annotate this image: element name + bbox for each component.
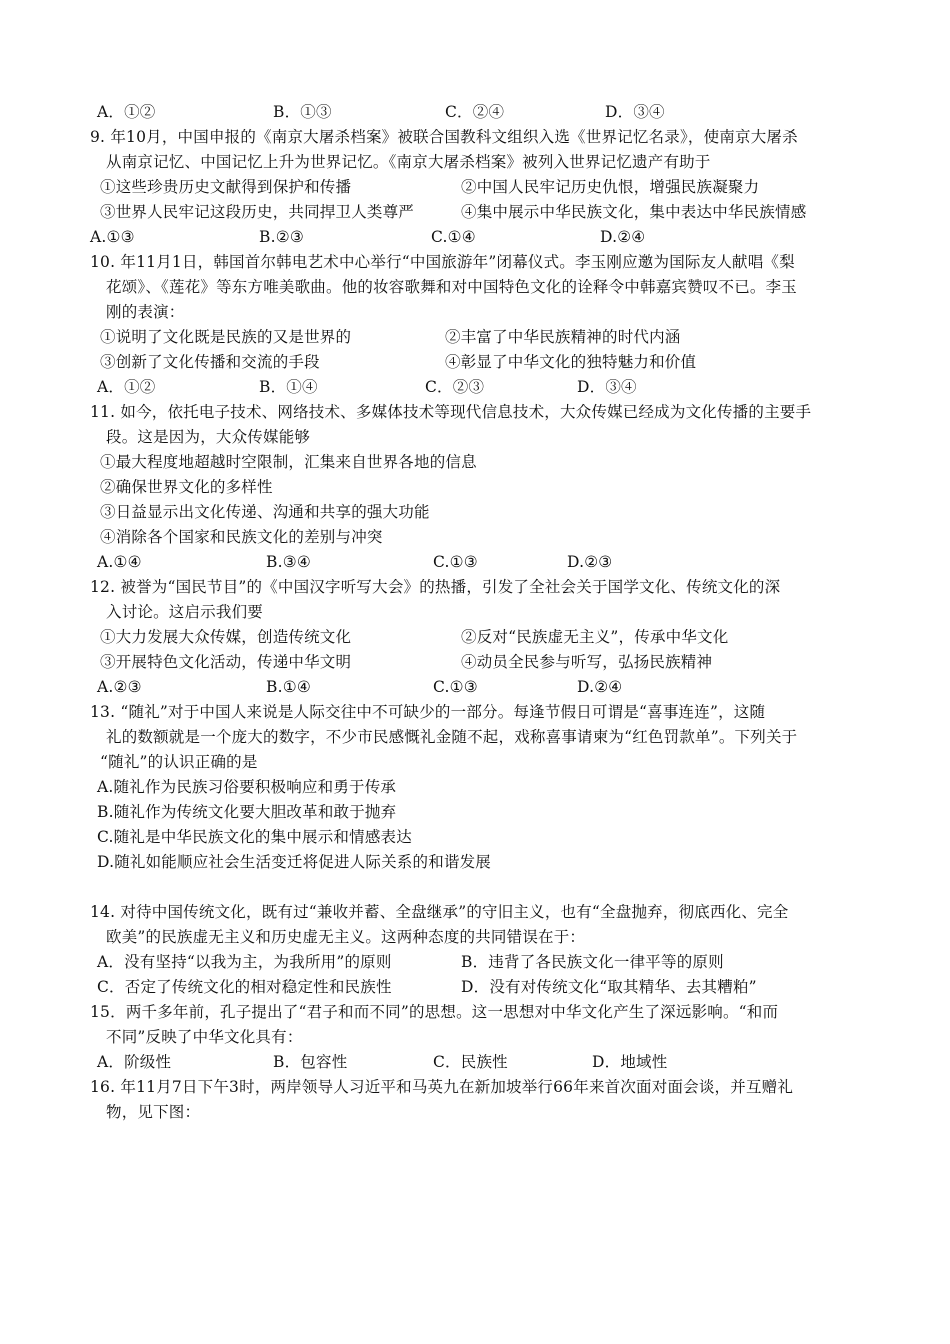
q10-item-2: ②丰富了中华民族精神的时代内涵 (445, 328, 681, 346)
q13-option-c: C.随礼是中华民族文化的集中展示和情感表达 (97, 828, 412, 846)
q9-item-3: ③世界人民牢记这段历史，共同捍卫人类尊严 (100, 203, 415, 221)
q10-item-4: ④彰显了中华文化的独特魅力和价值 (445, 353, 697, 371)
q12-option-d: D.②④ (577, 678, 623, 696)
q13-stem-line-2: 礼的数额就是一个庞大的数字，不少市民感慨礼金随不起，戏称喜事请柬为“红色罚款单”。下列关于 (106, 728, 798, 746)
q14-option-a: A．没有坚持“以我为主，为我所用”的原则 (97, 953, 392, 971)
q10-stem-line-2: 花颂》、《莲花》等东方唯美歌曲。他的妆容歌舞和对中国特色文化的诠释令中韩嘉宾赞叹不已。李玉 (106, 278, 798, 296)
q9-stem-line-2: 从南京记忆、中国记忆上升为世界记忆。《南京大屠杀档案》被列入世界记忆遗产有助于 (106, 153, 711, 171)
q9-item-4: ④集中展示中华民族文化，集中表达中华民族情感 (461, 203, 807, 221)
q10-option-c: C．②③ (425, 378, 485, 396)
q10-stem-line-3: 刚的表演： (106, 303, 185, 321)
q12-stem-line-2: 入讨论。这启示我们要 (106, 603, 264, 621)
q12-item-3: ③开展特色文化活动，传递中华文明 (100, 653, 352, 671)
q13-stem-line-1: 13. “随礼”对于中国人来说是人际交往中不可缺少的一部分。每逢节假日可谓是“喜事连连”，这随 (90, 703, 766, 721)
q11-option-c: C.①③ (433, 553, 478, 571)
q9-option-c: C.①④ (431, 228, 476, 246)
q8-option-b: B．①③ (273, 103, 332, 121)
q10-option-b: B．①④ (259, 378, 318, 396)
q15-option-d: D．地域性 (592, 1053, 668, 1071)
q11-item-4: ④消除各个国家和民族文化的差别与冲突 (100, 528, 383, 546)
q9-item-2: ②中国人民牢记历史仇恨，增强民族凝聚力 (461, 178, 760, 196)
q8-option-d: D．③④ (605, 103, 665, 121)
q9-stem-line-1: 9. 年10月，中国申报的《南京大屠杀档案》被联合国教科文组织入选《世界记忆名录》，使南京大屠杀 (90, 128, 798, 146)
q9-option-d: D.②④ (600, 228, 646, 246)
q11-stem-line-2: 段。这是因为，大众传媒能够 (106, 428, 311, 446)
q12-option-c: C.①③ (433, 678, 478, 696)
q16-stem-line-1: 16. 年11月7日下午3时，两岸领导人习近平和马英九在新加坡举行66年来首次面对面会谈，并互赠礼 (90, 1078, 794, 1096)
q10-stem-line-1: 10. 年11月1日，韩国首尔韩电艺术中心举行“中国旅游年”闭幕仪式。李玉刚应邀为国际友人献唱《梨 (90, 253, 795, 271)
q9-option-a: A.①③ (90, 228, 135, 246)
q15-stem-line-1: 15．两千多年前，孔子提出了“君子和而不同”的思想。这一思想对中华文化产生了深远影响。“和而 (90, 1003, 779, 1021)
q14-option-b: B．违背了各民族文化一律平等的原则 (461, 953, 724, 971)
q15-option-b: B．包容性 (273, 1053, 348, 1071)
q9-option-b: B.②③ (259, 228, 304, 246)
q8-option-c: C．②④ (445, 103, 505, 121)
q8-option-a: A．①② (97, 103, 156, 121)
q13-stem-line-3: “随礼”的认识正确的是 (100, 753, 258, 771)
q14-option-d: D．没有对传统文化“取其精华、去其糟粕” (461, 978, 757, 996)
q13-option-d: D.随礼如能顺应社会生活变迁将促进人际关系的和谐发展 (97, 853, 492, 871)
q10-item-1: ①说明了文化既是民族的又是世界的 (100, 328, 352, 346)
q12-option-a: A.②③ (97, 678, 142, 696)
q12-stem-line-1: 12. 被誉为“国民节目”的《中国汉字听写大会》的热播，引发了全社会关于国学文化、传统文化的深 (90, 578, 781, 596)
q11-option-a: A.①④ (97, 553, 142, 571)
q12-item-2: ②反对“民族虚无主义”，传承中华文化 (461, 628, 729, 646)
q10-option-d: D．③④ (577, 378, 637, 396)
q10-option-a: A．①② (97, 378, 156, 396)
q11-item-3: ③日益显示出文化传递、沟通和共享的强大功能 (100, 503, 430, 521)
q10-item-3: ③创新了文化传播和交流的手段 (100, 353, 320, 371)
q11-item-2: ②确保世界文化的多样性 (100, 478, 273, 496)
q9-item-1: ①这些珍贵历史文献得到保护和传播 (100, 178, 352, 196)
q11-option-d: D.②③ (567, 553, 613, 571)
q13-option-b: B.随礼作为传统文化要大胆改革和敢于抛弃 (97, 803, 397, 821)
q15-option-a: A．阶级性 (97, 1053, 172, 1071)
q14-stem-line-1: 14. 对待中国传统文化，既有过“兼收并蓄、全盘继承”的守旧主义，也有“全盘抛弃，彻底西化、完全 (90, 903, 789, 921)
q16-stem-line-2: 物，见下图： (106, 1103, 201, 1121)
q11-stem-line-1: 11. 如今，依托电子技术、网络技术、多媒体技术等现代信息技术，大众传媒已经成为文化传播的主要手 (90, 403, 812, 421)
q14-option-c: C．否定了传统文化的相对稳定性和民族性 (97, 978, 392, 996)
q11-option-b: B.③④ (266, 553, 311, 571)
q15-option-c: C．民族性 (433, 1053, 508, 1071)
q12-item-4: ④动员全民参与听写，弘扬民族精神 (461, 653, 713, 671)
q14-stem-line-2: 欧美”的民族虚无主义和历史虚无主义。这两种态度的共同错误在于： (106, 928, 586, 946)
q12-option-b: B.①④ (266, 678, 311, 696)
q13-option-a: A.随礼作为民族习俗要积极响应和勇于传承 (97, 778, 397, 796)
q12-item-1: ①大力发展大众传媒，创造传统文化 (100, 628, 352, 646)
q15-stem-line-2: 不同”反映了中华文化具有： (106, 1028, 303, 1046)
q11-item-1: ①最大程度地超越时空限制，汇集来自世界各地的信息 (100, 453, 477, 471)
